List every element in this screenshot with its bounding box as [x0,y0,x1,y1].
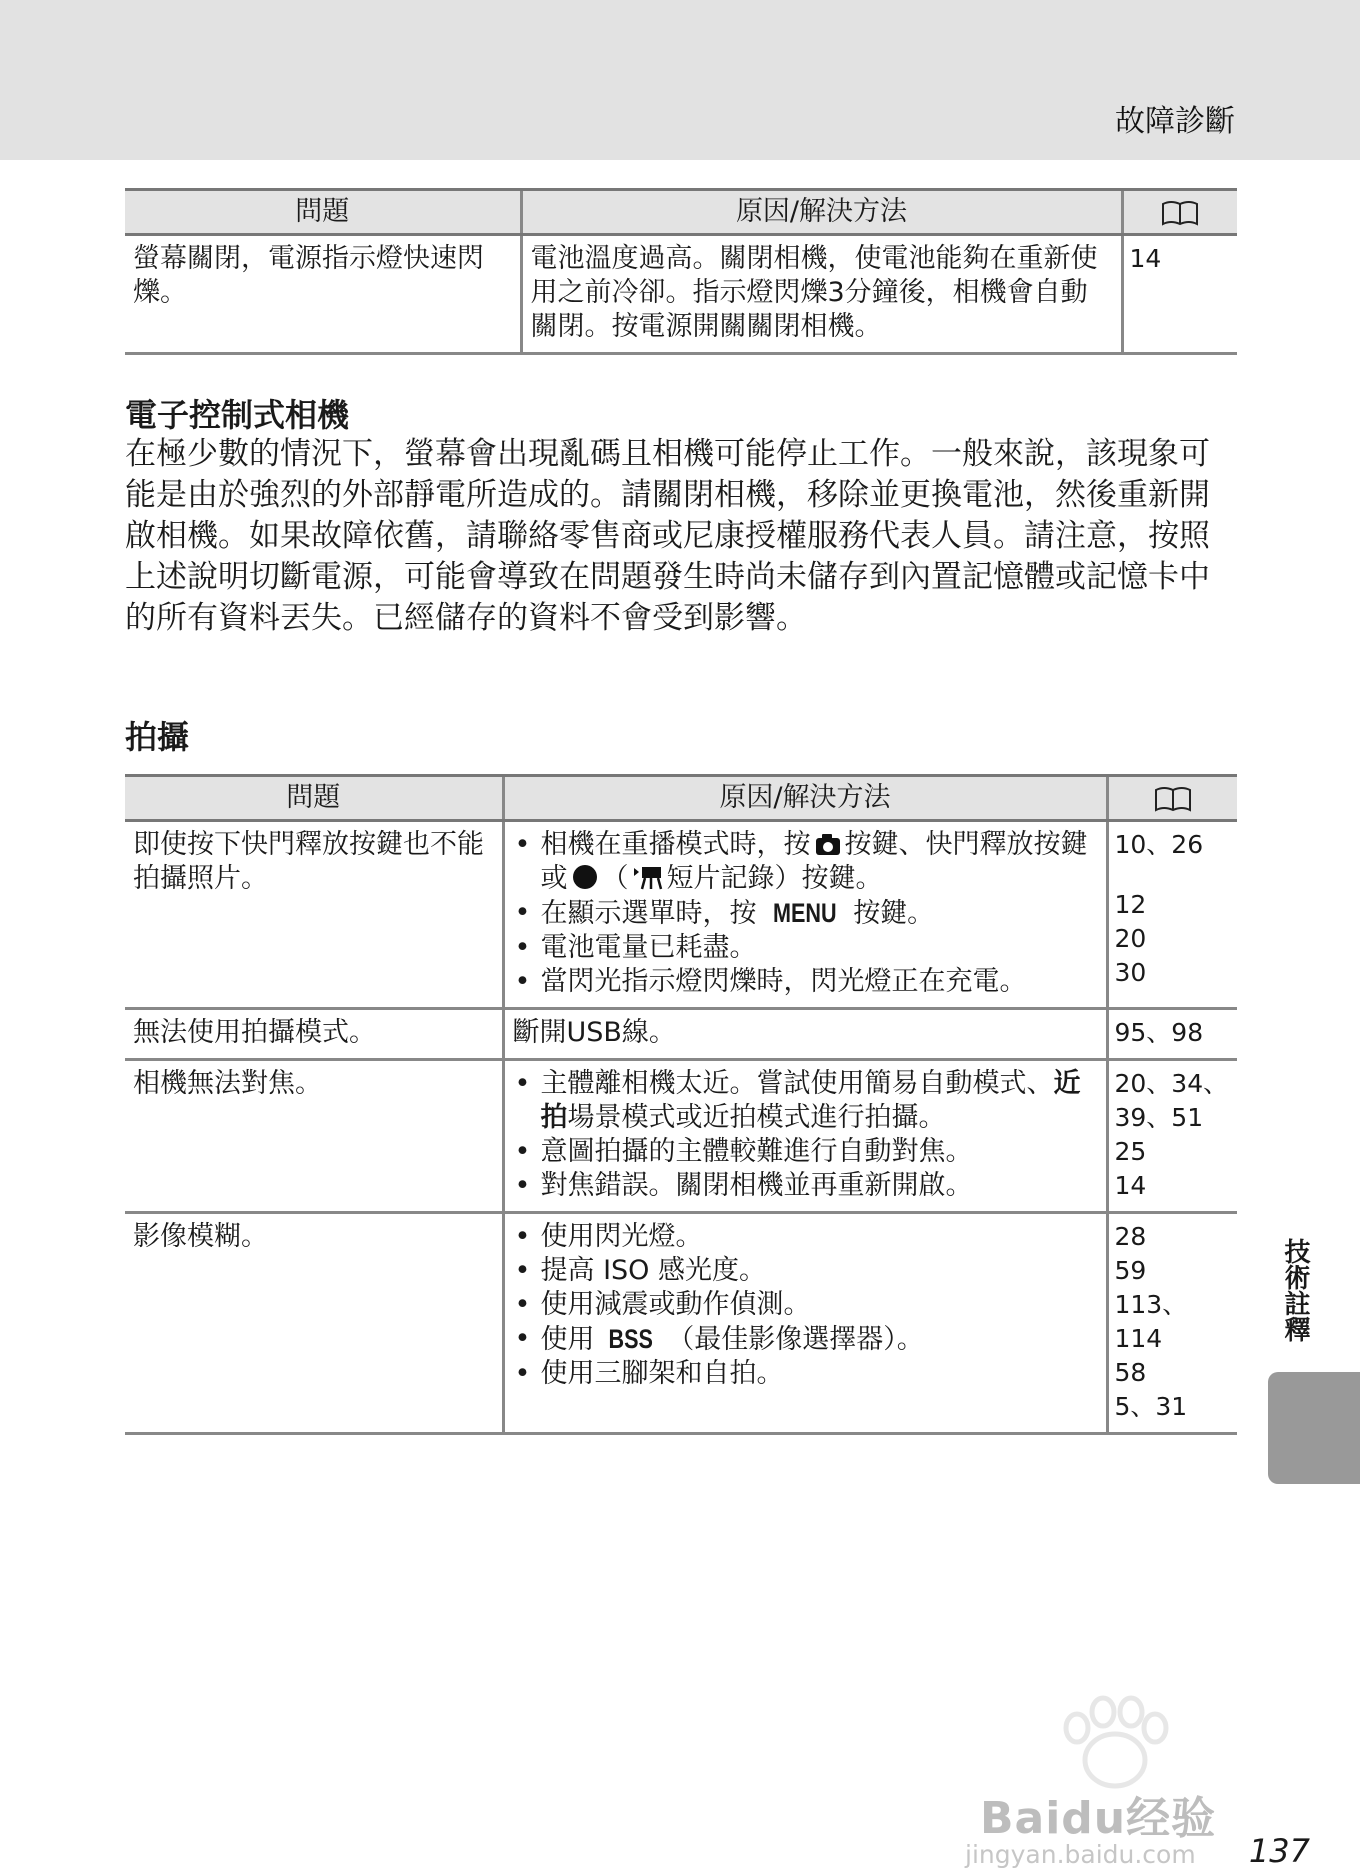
list-item: • 意圖拍攝的主體較難進行自動對焦。 [513,1135,1098,1169]
menu-button-label: MENU [773,898,837,928]
watermark-brand: Baidu经验 [980,1793,1217,1844]
ref-value: 30 [1114,958,1147,987]
ref-value: 20、34、 [1114,1069,1229,1098]
header-ref [1107,776,1237,821]
ref-value: 20 [1114,924,1147,953]
problem-cell: 即使按下快門釋放按鍵也不能拍攝照片。 [125,821,503,1009]
ref-spacer [1115,862,1230,888]
section-body-electronic: 在極少數的情況下，螢幕會出現亂碼且相機可能停止工作。一般來說，該現象可能是由於強烈的外部靜電所造成的。請關閉相機，移除並更換電池，然後重新開啟相機。如果故障依舊，請聯絡零售商或尼康授權服務代表人員。請注意，按照上述說明切斷電源，可能會導致在問題發生時尚未儲存到內置記憶體或記憶卡中的所有資料丟失。已經儲存的資料不會受到影響。 [125,436,1210,636]
header-ref [1122,190,1237,235]
ref-value: 14 [1114,1171,1147,1200]
ref-cell [1107,1060,1237,1213]
cause-cell [503,1060,1107,1213]
troubleshooting-table-display [125,188,1237,355]
table-row [125,1060,1237,1213]
ref-value: 25 [1114,1137,1147,1166]
problem-cell: 螢幕關閉，電源指示燈快速閃爍。 [125,235,521,354]
bullet-text: 使用 [540,1324,595,1355]
list-item [513,1067,1098,1135]
shooting-table [125,774,1237,1435]
ref-value: 59 [1114,1256,1147,1285]
list-item: • 使用減震或動作偵測。 [513,1288,1098,1322]
header-cause: 原因/解決方法 [521,190,1122,235]
page-number: 137 [1248,1832,1310,1870]
ref-cell: 95、98 [1107,1009,1237,1060]
list-item: • 電池電量已耗盡。 [513,931,1098,965]
header-problem: 問題 [125,190,521,235]
ref-value: 113、114 [1114,1290,1188,1353]
ref-value: 12 [1114,890,1147,919]
cause-cell [503,821,1107,1009]
table-row [125,235,1237,354]
list-item: • 提高 ISO 感光度。 [513,1254,1098,1288]
book-icon [1154,786,1192,812]
ref-value: 5、31 [1114,1392,1188,1421]
table-header-row [125,190,1237,235]
scene-mode-label: 近拍 [540,1068,1081,1133]
book-icon [1161,200,1199,226]
side-tab [1268,1372,1360,1484]
problem-cell: 影像模糊。 [125,1213,503,1434]
bullet-text: 按鍵。 [853,898,935,929]
problem-cell: 無法使用拍攝模式。 [125,1009,503,1060]
list-item: • 使用三腳架和自拍。 [513,1357,1098,1391]
problem-cell: 相機無法對焦。 [125,1060,503,1213]
movie-icon [633,864,663,890]
bullet-text: （最佳影像選擇器）。 [667,1324,924,1355]
bullet-text: （ [601,863,629,894]
list-item: • 當閃光指示燈閃爍時，閃光燈正在充電。 [513,965,1098,999]
ref-value: 58 [1114,1358,1147,1387]
list-item: • 使用閃光燈。 [513,1220,1098,1254]
bullet-text: 相機在重播模式時，按 [540,829,811,860]
bullet-text: 在顯示選單時，按 [540,898,757,929]
cause-cell [503,1213,1107,1434]
table-row [125,821,1237,1009]
bullet-text: 場景模式或近拍模式進行拍攝。 [567,1102,946,1133]
list-item [513,1322,1098,1357]
table-header-row [125,776,1237,821]
ref-value: 10、26 [1114,830,1204,859]
record-dot-icon [572,864,598,890]
header-cause: 原因/解決方法 [503,776,1107,821]
table-row [125,1009,1237,1060]
list-item: • 對焦錯誤。關閉相機並再重新開啟。 [513,1169,1098,1203]
bullet-text: 短片記錄）按鍵。 [666,863,883,894]
bullet-text: 主體離相機太近。嘗試使用簡易自動模式、 [540,1068,1054,1099]
list-item [513,896,1098,931]
cause-cell: 電池溫度過高。關閉相機，使電池能夠在重新使用之前冷卻。指示燈閃爍3分鐘後，相機會自動關閉。按電源開關關閉相機。 [521,235,1122,354]
camera-icon [815,832,841,856]
list-item [513,828,1098,896]
header-problem: 問題 [125,776,503,821]
ref-cell [1107,1213,1237,1434]
bss-label: BSS [608,1324,654,1354]
ref-cell [1107,821,1237,1009]
section-title-shooting: 拍攝 [125,718,190,756]
page-header-title: 故障診斷 [1115,104,1235,139]
table-row [125,1213,1237,1434]
cause-cell: 斷開USB線。 [503,1009,1107,1060]
section-title-electronic: 電子控制式相機 [125,396,350,434]
bullet-text: 按鍵、快門釋放按鍵或 [540,829,1088,894]
ref-value: 28 [1114,1222,1147,1251]
ref-cell: 14 [1122,235,1237,354]
side-tab-label: 技術註釋 [1280,1238,1310,1342]
watermark-url: jingyan.baidu.com [965,1840,1196,1869]
ref-value: 39、51 [1114,1103,1204,1132]
